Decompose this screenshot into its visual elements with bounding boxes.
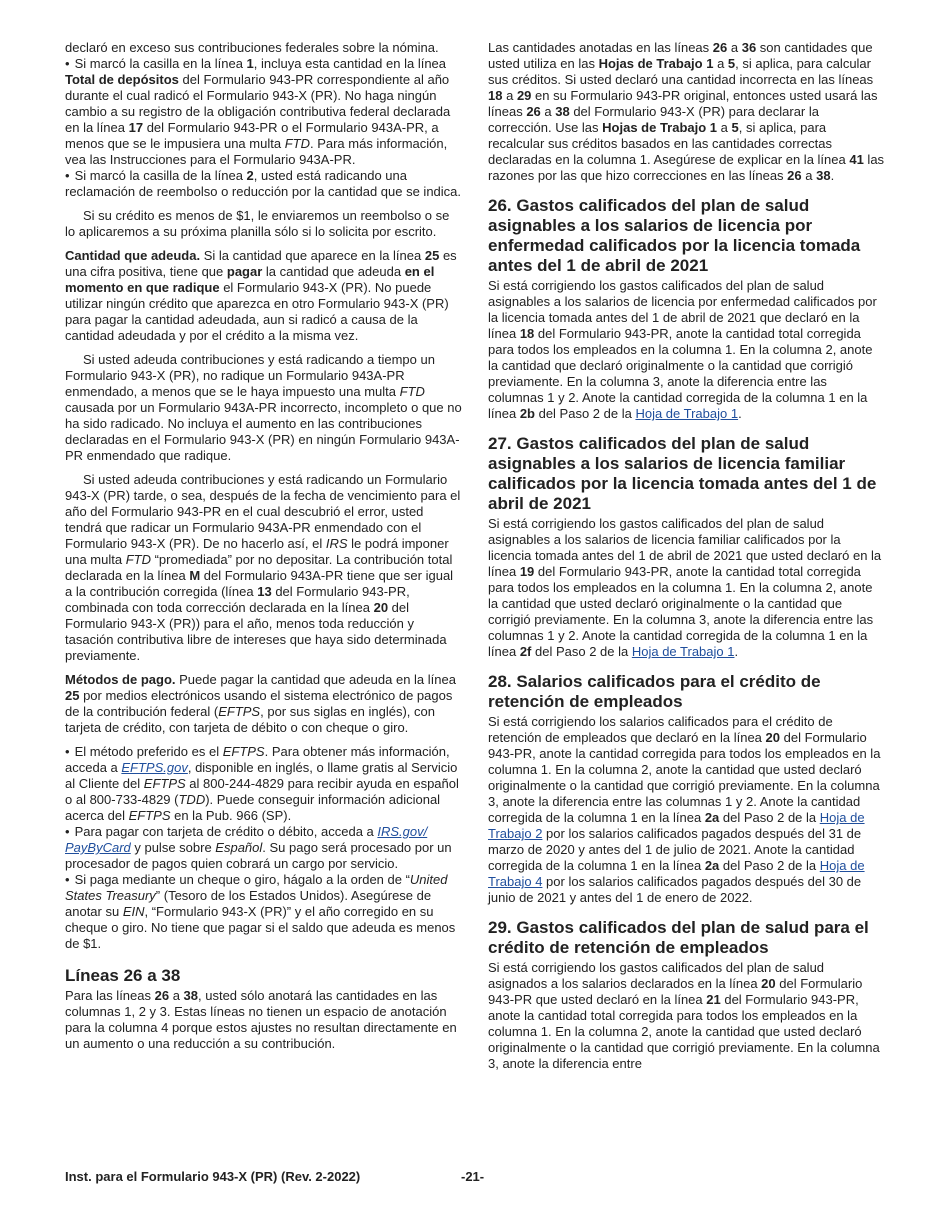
bullet-item: • Si marcó la casilla en la línea 1, incluya esta cantidad en la línea Total de depósitos del Formulario 943-PR correspondiente al año durante el cual radicó el Formulario 943-X (PR). No haga ningún cambio a su registro de la obligación contributiva federal declarada en la línea 17 del Formulario 943-PR o el Formulario 943A-PR, a menos que se le impusiera una multa FTD. Para más información, vea las Instrucciones para el Formulario 943A-PR. xyxy=(65,56,462,168)
eftps-link[interactable]: EFTPS.gov xyxy=(121,760,188,775)
heading-line-27: 27. Gastos calificados del plan de salud asignables a los salarios de licencia familiar calificados por la licencia tomada antes del 1 de abril de 2021 xyxy=(488,434,877,513)
run-in-heading: Cantidad que adeuda. xyxy=(65,248,201,263)
bullet-item: • Si paga mediante un cheque o giro, hágalo a la orden de “United States Treasury” (Tesoro de los Estados Unidos). Asegúrese de anotar su EIN, “Formulario 943-X (PR)” y el año corregido en su cheque o giro. No tiene que pagar si el saldo que adeuda es menos de $1. xyxy=(65,872,462,952)
section-heading-lines-26-38: Líneas 26 a 38 xyxy=(65,966,181,985)
worksheet-1-link[interactable]: Hoja de Trabajo 1 xyxy=(635,406,739,421)
paragraph-amount-due: Cantidad que adeuda. Si la cantidad que aparece en la línea 25 es una cifra positiva, tiene que pagar la cantidad que adeuda en el momento en que radique el Formulario 943-X (PR). No puede utilizar ningún crédito que aparezca en otro Formulario 943-X (PR) para pagar la cantidad adeudada, aun si radicó a causa de la cantidad adeudada y por el crédito a la misma vez. xyxy=(65,248,457,343)
paragraph: Si su crédito es menos de $1, le enviaremos un reembolso o se lo aplicaremos a su próxima planilla sólo si lo solicita por escrito. xyxy=(65,208,450,239)
paragraph: Si está corrigiendo los gastos calificados del plan de salud asignables a los salarios de licencia familiar calificados por la licencia tomada antes del 1 de abril de 2021 que usted declaró en la línea 19 del Formulario 943-PR, anote la cantidad total corregida para todos los empleados en la columna 1. En la columna 2, anote la cantidad que usted declaró originalmente o la cantidad que corrigió previamente. En la columna 3, anote la diferencia entre las columnas 1 y 2. Anote la cantidad corregida de la columna 1 en la línea 2f del Paso 2 de la Hoja de Trabajo 1. xyxy=(488,516,882,659)
paragraph: Si usted adeuda contribuciones y está radicando a tiempo un Formulario 943-X (PR), no radique un Formulario 943A-PR enmendado, a menos que se le haya impuesto una multa FTD causada por un Formulario 943A-PR incorrecto, incompleto o que no ha sido radicado. No incluya el aumento en las contribuciones declaradas en el Formulario 943-X (PR) en ningún Formulario 943A-PR enmendado que radique. xyxy=(65,352,462,463)
worksheet-1-link[interactable]: Hoja de Trabajo 1 xyxy=(631,644,735,659)
section-29 xyxy=(488,918,886,958)
footer-title: Inst. para el Formulario 943-X (PR) (Rev. 2-2022) xyxy=(65,1169,361,1184)
heading-line-28: 28. Salarios calificados para el crédito de retención de empleados xyxy=(488,672,821,711)
paragraph: Si está corrigiendo los gastos calificados del plan de salud asignados a los salarios declarados en la línea 20 del Formulario 943-PR que usted declaró en la línea 21 del Formulario 943-PR, anote la cantidad total corregida para todos los empleados en la columna 1. En la columna 2, anote la cantidad que usted declaró originalmente o la cantidad que corrigió previamente. En la columna 3, anote la diferencia entre xyxy=(488,960,880,1071)
page-number: -21- xyxy=(461,1169,485,1184)
run-in-heading: Métodos de pago. xyxy=(65,672,176,687)
page-footer xyxy=(65,1169,886,1187)
right-column xyxy=(488,40,886,1072)
bullet-item: • Si marcó la casilla de la línea 2, usted está radicando una reclamación de reembolso o reducción por la cantidad que se indica. xyxy=(65,168,462,200)
paragraph: Si está corrigiendo los salarios calificados para el crédito de retención de empleados que declaró en la línea 20 del Formulario 943-PR, anote la cantidad corregida para todos los empleados en la columna 1. En la columna 2, anote la cantidad que usted declaró originalmente o la cantidad que corrigió previamente. En la columna 3, anote la diferencia entre las columnas 1 y 2. Anote la cantidad corregida de la columna 1 en la línea 2a del Paso 2 de la Hoja de Trabajo 2 por los salarios calificados pagados después del 31 de marzo de 2020 y antes del 1 de julio de 2021. Anote la cantidad corregida de la columna 1 en la línea 2a del Paso 2 de la Hoja de Trabajo 4 por los salarios calificados pagados después del 30 de junio de 2021 y antes del 1 de enero de 2022. xyxy=(488,714,881,905)
paragraph: declaró en exceso sus contribuciones federales sobre la nómina. xyxy=(65,40,439,55)
section-26 xyxy=(488,196,886,276)
paragraph-payment-methods: Métodos de pago. Puede pagar la cantidad que adeuda en la línea 25 por medios electrónicos usando el sistema electrónico de pagos de la contribución federal (EFTPS, por sus siglas en inglés), con tarjeta de crédito, con tarjeta de débito o con cheque o giro. xyxy=(65,672,456,735)
heading-line-26: 26. Gastos calificados del plan de salud asignables a los salarios de licencia por enfermedad calificados por la licencia tomada antes del 1 de abril de 2021 xyxy=(488,196,861,275)
paybycard-link[interactable]: IRS.gov/ PayByCard xyxy=(65,824,428,855)
paragraph: Las cantidades anotadas en las líneas 26 a 36 son cantidades que usted utiliza en las Hojas de Trabajo 1 a 5, si aplica, para calcular sus créditos. Si usted declaró una cantidad incorrecta en las líneas 18 a 29 en su Formulario 943-PR original, entonces usted usará las líneas 26 a 38 del Formulario 943-X (PR) para declarar la corrección. Use las Hojas de Trabajo 1 a 5, si aplica, para recalcular sus créditos basados en las cantidades correctas declaradas en la columna 1. Asegúrese de explicar en la línea 41 las razones por las que hizo correcciones en las líneas 26 a 38. xyxy=(488,40,885,183)
paragraph: Si está corrigiendo los gastos calificados del plan de salud asignables a los salarios de licencia por enfermedad calificados por la licencia tomada antes del 1 de abril de 2021 que declaró en la línea 18 del Formulario 943-PR, anote la cantidad total corregida para todos los empleados en la columna 1. En la columna 2, anote la cantidad que declaró originalmente o la cantidad que corrigió previamente. En la columna 3, anote la diferencia entre las columnas 1 y 2. Anote la cantidad corregida de la columna 1 en la línea 2b del Paso 2 de la Hoja de Trabajo 1. xyxy=(488,278,877,421)
paragraph: Si usted adeuda contribuciones y está radicando un Formulario 943-X (PR) tarde, o sea, después de la fecha de vencimiento para el año del Formulario 943-PR en el cual descubrió el error, usted tendrá que radicar un Formulario 943A-PR enmendado con el Formulario 943-X (PR). De no hacerlo así, el IRS le podrá imponer una multa FTD “promediada” por no depositar. La contribución total declarada en la línea M del Formulario 943A-PR tiene que ser igual a la contribución corregida (línea 13 del Formulario 943-PR, combinada con toda corrección declarada en la línea 20 del Formulario 943-X (PR)) para el año, menos toda reducción y tasación contributiva libre de intereses que haya sido determinada previamente. xyxy=(65,472,461,663)
paragraph: Para las líneas 26 a 38, usted sólo anotará las cantidades en las columnas 1, 2 y 3. Estas líneas no tienen un espacio de anotación para la columna 4 porque estos ajustes no resultan directamente en un aumento o una reducción a su contribución. xyxy=(65,988,457,1051)
heading-line-29: 29. Gastos calificados del plan de salud para el crédito de retención de empleados xyxy=(488,918,869,957)
worksheet-4-link[interactable]: Hoja de Trabajo 4 xyxy=(488,858,865,889)
bullet-item: • El método preferido es el EFTPS. Para obtener más información, acceda a EFTPS.gov, disponible en inglés, o llame gratis al Servicio al Cliente del EFTPS al 800-244-4829 para recibir ayuda en español o al 800-733-4829 (TDD). Puede conseguir información adicional acerca del EFTPS en la Pub. 966 (SP). xyxy=(65,744,462,824)
section-28 xyxy=(488,672,886,712)
worksheet-2-link[interactable]: Hoja de Trabajo 2 xyxy=(488,810,865,841)
section-27 xyxy=(488,434,886,514)
bullet-item: • Para pagar con tarjeta de crédito o débito, acceda a IRS.gov/ PayByCard y pulse sobre Español. Su pago será procesado por un procesador de pagos quien cobrará un cargo por servicio. xyxy=(65,824,462,872)
left-column xyxy=(65,40,462,1052)
